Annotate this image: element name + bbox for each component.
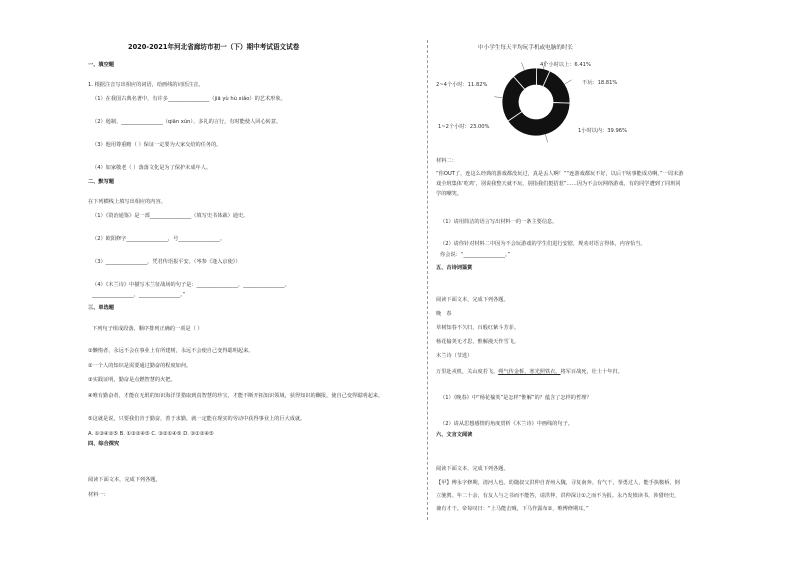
q-item: （1）请用简洁的语言写出材料一的一条主要信息。 [440, 219, 558, 225]
section-fill-blank: 一、填空题 [88, 62, 114, 68]
q-intro: 阅读下面文本，完成下列各题。 [436, 466, 509, 472]
option-sentence: ⑤这就是说，只要我们肯于勤奋，善于求勤，就一定能在现实的劳动中获得事业上的巨大成就。 [88, 416, 306, 422]
material-label: 材料二： [436, 158, 457, 164]
poem-line: 草树知春不久归，百般红紫斗芳菲。 [436, 325, 520, 331]
classical-text: 兼有才干。帝每叹曰：“上马能击贼，下马作露布②，唯傅修期耳。” [436, 506, 589, 512]
q-item: （3）他用尊重瞻（ ）保证一定要为大家交给的任务的。 [92, 142, 222, 148]
q-item: （3）________________，凭君传语报平安。（岑参《逢入京使》） [92, 259, 241, 265]
data-label: 2~4个小时：11.82% [436, 82, 488, 88]
leader-line [565, 80, 572, 84]
poem-title: 木兰诗（节选） [436, 353, 473, 359]
section-integrated: 四、综合探究 [88, 441, 120, 447]
data-label: 4个小时以上：6.41% [540, 62, 591, 68]
q-item: （1）《晚春》中“杨花榆荚”是怎样“惟解”的？蕴含了怎样的哲理？ [440, 395, 592, 401]
poem-line-part: 将军百战死，壮士十年归。 [560, 369, 623, 375]
section-dictation: 二、默写题 [88, 179, 114, 185]
q-intro: 在下列横线上填写出相应的内容。 [88, 199, 166, 205]
q-item: （2）请从思想感情的角度赏析《木兰诗》中画线的句子。 [440, 421, 573, 427]
donut-chart [436, 56, 646, 148]
data-label: 1~2个小时：23.00% [438, 124, 490, 130]
column-divider [427, 40, 428, 520]
section-poetry: 五、古诗词鉴赏 [436, 265, 473, 271]
q-item: （1）《资治通鉴》是一部________________（填写史书体裁）通史。 [92, 213, 249, 219]
poem-line: 杨花榆荚无才思，惟解漫天作雪飞。 [436, 339, 520, 345]
option-sentence: ②一个人的知识是需要通过勤奋的程度如何。 [88, 363, 192, 369]
answer-choices: A. ①③④②⑤ B. ①③②④⑤ C. ③②①④⑤ D. ③①②④⑤ [88, 431, 214, 437]
document-title: 2020-2021年河北省廊坊市初一（下）期中考试语文试卷 [128, 43, 300, 51]
material-text: 学的嘲笑。 [436, 191, 462, 197]
q-item: （4）《木兰诗》中描写木兰征战场的句子是：________________，________________。 [92, 282, 290, 288]
section-single-choice: 三、单选题 [88, 305, 114, 311]
classical-text: 立驰骋。年二十余，有友人与之书而不能答，请洪仲，洪仲深让①之而不为报。永乃发愤读书，涉猎经史， [436, 493, 680, 499]
q-item-cont: ________________，________________。” [92, 292, 186, 298]
section-classical: 六、文言文阅读 [436, 432, 473, 438]
option-sentence: ③实践证明，勤奋是点燃智慧的火把。 [88, 377, 176, 383]
leader-line [494, 97, 502, 98]
material-label: 材料一： [88, 492, 109, 498]
chart-title: 中小学生每天平均玩手机或电脑的时长 [478, 45, 574, 51]
material-text: 戏全班集体‘吃鸡’，别说我整天就不玩，别指我们挺招惹”……因为不会玩网络游戏，有的同学遭到了同班同 [436, 181, 681, 187]
q-intro: 阅读下面文本，完成下列各题。 [436, 297, 509, 303]
q-intro: 阅读下面文本，完成下列各题。 [88, 477, 161, 483]
q-item-cont: 你会说：“________________。” [440, 252, 511, 258]
q-item: （2）遏制、________________（qiān xùn）、多礼的言行，有时能使人回心转意。 [92, 119, 282, 125]
data-label: 1小时以内：39.96% [578, 128, 628, 134]
classical-text: 【甲】傅永字修期，清河人也。幼随叔父洪仲自青州入魏，寻复南奔。有气干，拳勇过人，能手执鞍桥，倒 [436, 480, 680, 486]
q-item: （4）如家敬老（ ）落落文化是为了保护未成年人。 [92, 165, 212, 171]
q-item: （2）欧阳修字________________，号________________。 [92, 236, 225, 242]
q-item: （1）在我国古典名著中，有许多________________（jiā yù hù xiǎo）的艺术形象。 [92, 96, 286, 102]
material-text: “你OUT了，连这么经典的游戏都没玩过，真是丢人啊！”“连游戏都玩不好，以后干啥事能成功啊。”一周末游 [436, 171, 684, 177]
leader-line [522, 63, 525, 71]
q-intro: 1. 根据注音写出相应的词语，给画线的词语注音。 [88, 82, 204, 88]
q-item: （2）请你针对材料二中因为不会玩游戏的学生们进行安慰，规劝对语言得体，内容恰当。 [440, 241, 646, 247]
poem-line [436, 369, 623, 375]
leader-line [545, 135, 547, 143]
option-sentence: ①懒惰者，永远不会在事业上有所建树，永远不会使自己变得聪明起来。 [88, 348, 254, 354]
q-intro: 下列句子组成段落，顺序排列正确的一项是（ ） [92, 326, 203, 332]
poem-line-underlined: 朔气传金柝，寒光照铁衣。 [498, 369, 561, 375]
option-sentence: ④唯有勤奋者，才能在无垠的知识海洋里猎取到真智慧的珍宝，才能不断开拓知识领域，获得知识的酬报，使自己变得聪明起来。 [88, 393, 384, 399]
poem-line-part: 万里赴戎机，关山度若飞。 [436, 369, 499, 375]
data-label: 不玩：18.81% [582, 80, 618, 86]
poem-title: 晚 春 [436, 311, 452, 317]
